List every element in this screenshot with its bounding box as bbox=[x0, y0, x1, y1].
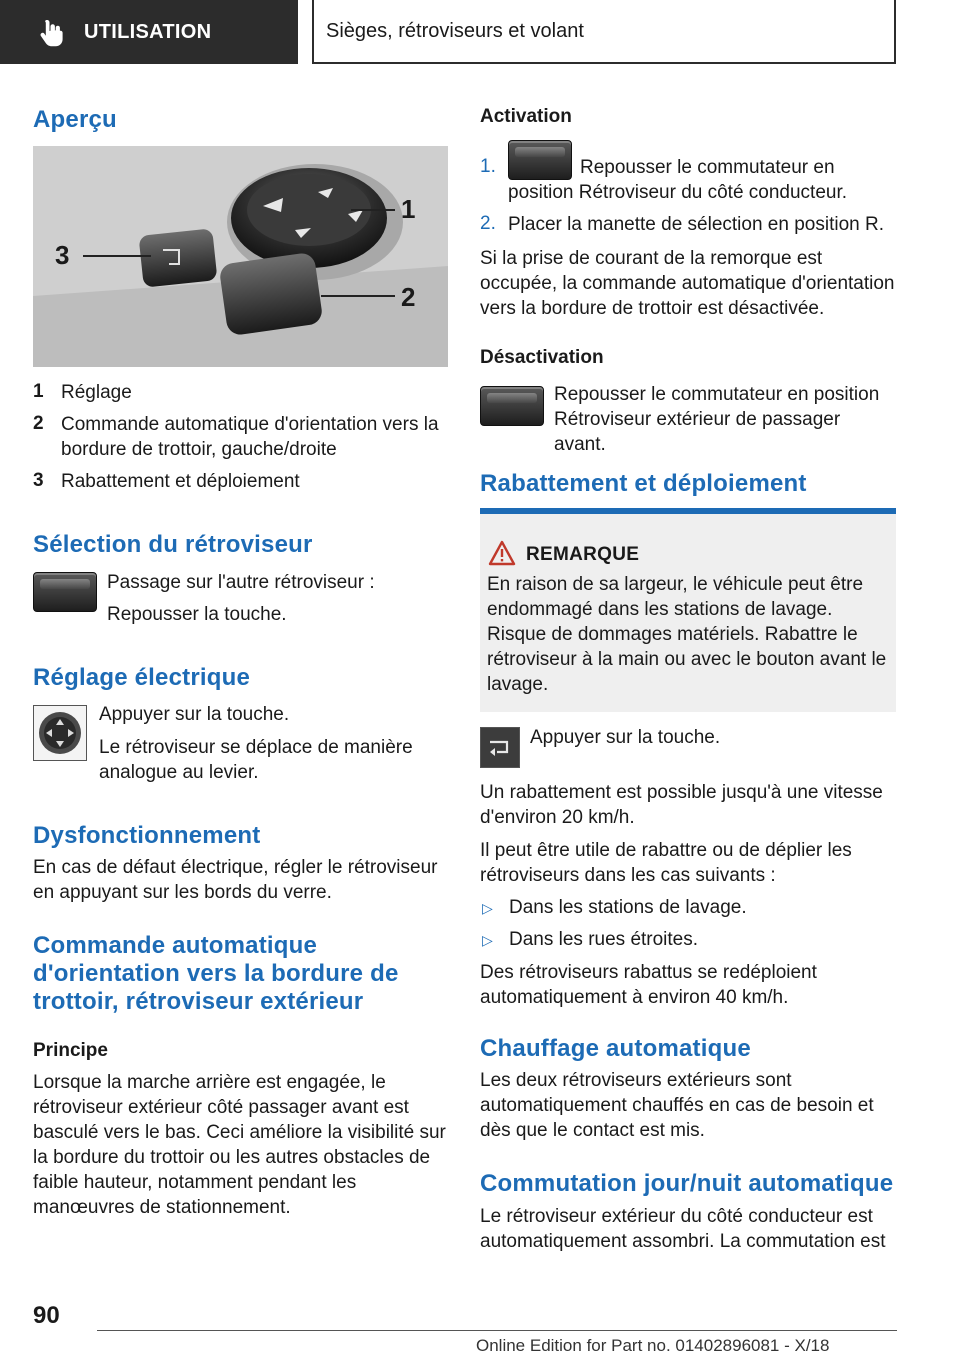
activation-note: Si la prise de courant de la remorque est occupée, la commande automatique d'orientation vers la bordure de trottoir est désactivée. bbox=[480, 248, 895, 319]
bullet-item: Dans les rues étroites. bbox=[509, 929, 699, 950]
legend-text: Réglage bbox=[61, 382, 132, 403]
page-number: 90 bbox=[33, 1302, 60, 1329]
warning-triangle-icon bbox=[488, 540, 516, 566]
commande-heading: Commande automatique d'orientation vers la bordure de trottoir, rétroviseur extérieur bbox=[33, 932, 399, 1015]
joystick-icon bbox=[33, 705, 87, 761]
principe-text: Lorsque la marche arrière est engagée, le rétroviseur extérieur côté passager avant est basculé vers le bas. Ceci améliore la visibilité sur la bordure du trottoir ou les autres obstacles de faible hauteur, notamment pendant les manœuvres de stationnement. bbox=[33, 1072, 446, 1218]
chapter-title-box bbox=[312, 0, 896, 64]
reglage-text: Le rétroviseur se déplace de manière analogue au levier. bbox=[99, 737, 413, 783]
note-title: REMARQUE bbox=[526, 544, 640, 565]
bullet-triangle-icon: ▷ bbox=[482, 932, 493, 948]
callout-1: 1 bbox=[401, 194, 416, 224]
legend-num: 2 bbox=[33, 413, 44, 434]
warning-note bbox=[480, 508, 896, 712]
commutation-heading: Commutation jour/nuit automatique bbox=[480, 1170, 894, 1197]
apercu-heading: Aperçu bbox=[33, 106, 117, 133]
page-header bbox=[0, 0, 960, 66]
reglage-text: Appuyer sur la touche. bbox=[99, 704, 290, 725]
step-text: Repousser le commutateur en position Rétroviseur du côté conducteur. bbox=[508, 157, 848, 203]
activation-heading: Activation bbox=[480, 106, 572, 127]
callout-2: 2 bbox=[401, 282, 416, 312]
step-number: 1. bbox=[480, 156, 496, 177]
principe-heading: Principe bbox=[33, 1040, 108, 1061]
fold-mirror-icon bbox=[480, 727, 520, 768]
dysfonction-text: En cas de défaut électrique, régler le rétroviseur en appuyant sur les bords du verre. bbox=[33, 857, 438, 903]
selection-text: Repousser la touche. bbox=[107, 604, 287, 625]
desactivation-text: Repousser le commutateur en position Rétroviseur extérieur de passager avant. bbox=[554, 384, 880, 455]
mirror-control-illustration bbox=[33, 146, 448, 367]
note-text: En raison de sa largeur, le véhicule peut être endommagé dans les stations de lavage. Risque de dommages matériels. Rabattre le rétroviseur à la main ou avec le bouton avant le lavage. bbox=[487, 574, 887, 695]
chauffage-text: Les deux rétroviseurs extérieurs sont automatiquement chauffés en cas de besoin et dès que le contact est mis. bbox=[480, 1070, 874, 1141]
chauffage-heading: Chauffage automatique bbox=[480, 1035, 751, 1062]
appuyer-text: Appuyer sur la touche. bbox=[530, 727, 721, 748]
bullet-triangle-icon: ▷ bbox=[482, 900, 493, 916]
section-tab bbox=[0, 0, 298, 64]
rabattement-text: Des rétroviseurs rabattus se redéploient automatiquement à environ 40 km/h. bbox=[480, 962, 817, 1008]
rabattement-text: Un rabattement est possible jusqu'à une vitesse d'environ 20 km/h. bbox=[480, 782, 883, 828]
chapter-title: Sièges, rétroviseurs et volant bbox=[326, 19, 584, 42]
desactivation-heading: Désactivation bbox=[480, 347, 604, 368]
selection-text: Passage sur l'autre rétroviseur : bbox=[107, 572, 375, 593]
legend-num: 1 bbox=[33, 381, 44, 402]
dysfonction-heading: Dysfonctionnement bbox=[33, 822, 261, 849]
legend-text: Rabattement et déploiement bbox=[61, 471, 300, 492]
step-number: 2. bbox=[480, 213, 496, 234]
commutation-text: Le rétroviseur extérieur du côté conducteur est automatiquement assombri. La commutation est bbox=[480, 1206, 886, 1252]
edition-text: Online Edition for Part no. 01402896081 - X/18 bbox=[476, 1336, 830, 1355]
bullet-item: Dans les stations de lavage. bbox=[509, 897, 747, 918]
selection-heading: Sélection du rétroviseur bbox=[33, 531, 313, 558]
rabattement-text: Il peut être utile de rabattre ou de déplier les rétroviseurs dans les cas suivants : bbox=[480, 840, 852, 886]
step-text: Placer la manette de sélection en position R. bbox=[508, 214, 884, 235]
mirror-switch-icon bbox=[480, 386, 544, 426]
rabattement-heading: Rabattement et déploiement bbox=[480, 470, 807, 497]
footer-divider bbox=[97, 1330, 897, 1331]
mirror-control-photo bbox=[33, 146, 448, 367]
section-title: UTILISATION bbox=[84, 20, 212, 43]
legend-text: Commande automatique d'orientation vers la bordure de trottoir, gauche/droite bbox=[61, 414, 439, 460]
legend-num: 3 bbox=[33, 470, 44, 491]
mirror-switch-icon bbox=[33, 572, 97, 612]
callout-3: 3 bbox=[55, 240, 70, 270]
hand-pointer-icon bbox=[36, 16, 68, 48]
reglage-heading: Réglage électrique bbox=[33, 664, 251, 691]
